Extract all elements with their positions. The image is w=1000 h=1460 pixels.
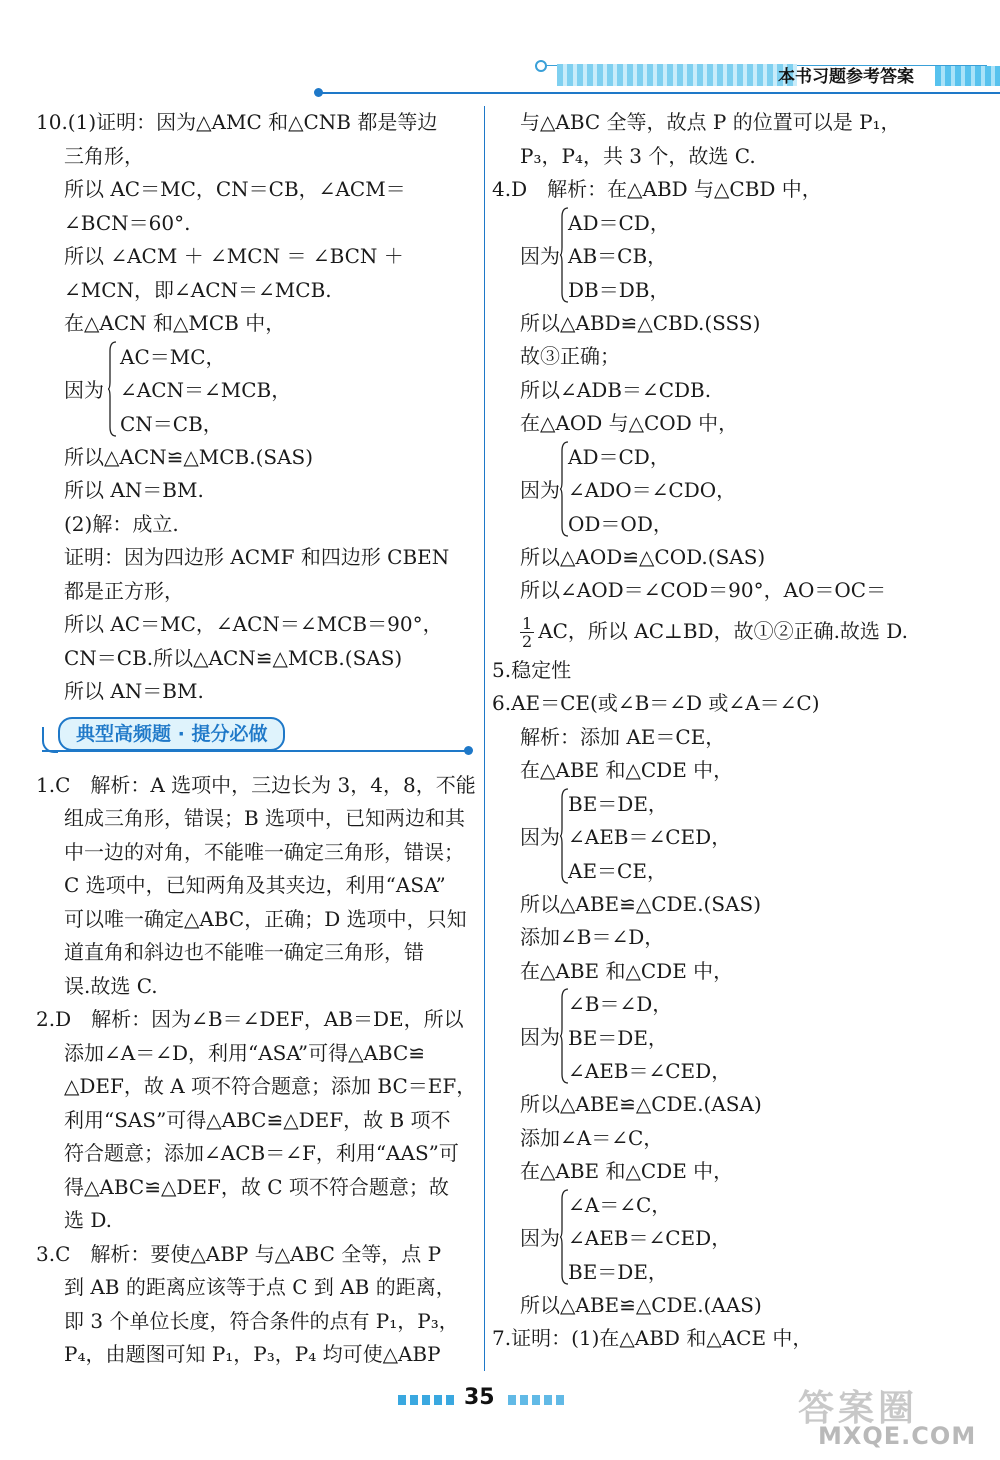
brace-item: AE＝CE， [568, 858, 667, 883]
q3-line: 到 AB 的距离应该等于点 C 到 AB 的距离， [64, 1275, 456, 1299]
q10-line: 所以 AN＝BM. [64, 679, 204, 703]
q4-line: 故③正确； [520, 344, 620, 368]
q10-line: 证明：因为四边形 ACMF 和四边形 CBEN [64, 545, 450, 569]
brace-item: ∠AEB＝∠CED， [568, 1226, 732, 1250]
q6-line: 添加∠B＝∠D， [520, 925, 665, 949]
column-divider [484, 106, 485, 1371]
right-column [492, 106, 977, 1356]
left-brace-icon [560, 788, 568, 884]
q1-line: 道直角和斜边也不能唯一确定三角形，错 [64, 940, 424, 964]
q4-line: 所以∠AOD＝∠COD＝90°，AO＝OC＝ [520, 578, 887, 602]
left-brace-icon [560, 988, 568, 1084]
q7-line: 7.证明：(1)在△ABD 和△ACE 中， [492, 1326, 813, 1350]
header-title: 本书习题参考答案 [778, 67, 914, 87]
section-title: 典型高频题 · 提分必做 [58, 717, 285, 751]
q4-line: 所以∠ADB＝∠CDB. [520, 377, 712, 402]
brace-item: CN＝CB， [120, 411, 223, 436]
q4-fraction-line [492, 608, 977, 654]
q10-line: (2)解：成立. [64, 511, 179, 536]
q3-continued-line: P₃，P₄，共 3 个，故选 C. [520, 143, 756, 168]
q3-line: 即 3 个单位长度，符合条件的点有 P₁，P₃， [64, 1308, 459, 1333]
q2-line: △DEF，故 A 项不符合题意；添加 BC＝EF， [64, 1074, 477, 1098]
left-brace-icon [560, 441, 568, 537]
q10-line: 10.(1)证明：因为△AMC 和△CNB 都是等边 [36, 110, 438, 134]
brace-item: ∠AEB＝∠CED， [568, 825, 732, 849]
q4-fraction-tail: AC，所以 AC⊥BD，故①②正确.故选 D. [538, 618, 908, 643]
q4-line: 所以△ABD≌△CBD.(SSS) [520, 310, 761, 335]
q1-line: 可以唯一确定△ABC，正确；D 选项中，只知 [64, 906, 467, 931]
page-number-decoration [508, 1395, 568, 1405]
q10-line: 所以 AC＝MC，CN＝CB，∠ACM＝ [64, 177, 406, 201]
brace-prefix: 因为 [64, 377, 104, 402]
page-number: 35 [464, 1385, 495, 1410]
brace-prefix: 因为 [520, 1225, 560, 1250]
q6-brace-system [492, 1189, 977, 1289]
q1-line: 1.C 解析：A 选项中，三边长为 3，4，8，不能 [36, 772, 476, 797]
q10-line: 所以△ACN≌△MCB.(SAS) [64, 444, 314, 469]
q2-line: 2.D 解析：因为∠B＝∠DEF，AB＝DE，所以 [36, 1007, 464, 1031]
brace-item: DB＝DB， [568, 277, 670, 302]
q4-brace-system [492, 207, 977, 307]
q3-continued-line: 与△ABC 全等，故点 P 的位置可以是 P₁， [520, 110, 901, 134]
q3-line: 3.C 解析：要使△ABP 与△ABC 全等，点 P [36, 1241, 442, 1266]
header-stripe-right [935, 66, 1000, 86]
q6-line: 所以△ABE≌△CDE.(ASA) [520, 1092, 762, 1116]
q6-line: 所以△ABE≌△CDE.(AAS) [520, 1292, 762, 1317]
q2-line: 选 D. [64, 1208, 113, 1232]
header-rule [318, 92, 1000, 94]
brace-item: ∠ADO＝∠CDO， [568, 478, 737, 502]
watermark-logo: 答案圈 [798, 1388, 919, 1429]
header-decoration [535, 60, 1000, 88]
brace-item: BE＝DE， [568, 1025, 668, 1050]
q10-line: 在△ACN 和△MCB 中， [64, 311, 286, 335]
left-brace-icon [560, 207, 568, 303]
q2-line: 得△ABC≌△DEF，故 C 项不符合题意；故 [64, 1174, 449, 1199]
fraction: $\frac{1}{2}$ [522, 613, 533, 651]
brace-item: ∠ACN＝∠MCB， [120, 378, 292, 402]
q6-line: 在△ABE 和△CDE 中， [520, 758, 734, 782]
q2-line: 利用“SAS”可得△ABC≌△DEF，故 B 项不 [64, 1107, 451, 1132]
q6-line: 在△ABE 和△CDE 中， [520, 958, 734, 983]
q3-line: P₄，由题图可知 P₁，P₃，P₄ 均可使△ABP [64, 1342, 441, 1366]
q6-line: 6.AE＝CE(或∠B＝∠D 或∠A＝∠C) [492, 691, 820, 715]
q10-line: ∠BCN＝60°. [64, 210, 191, 235]
brace-prefix: 因为 [520, 824, 560, 849]
q10-line: ∠MCN，即∠ACN＝∠MCB. [64, 277, 332, 302]
q6-line: 添加∠A＝∠C， [520, 1125, 664, 1150]
brace-item: AB＝CB， [568, 244, 668, 268]
q10-line: 所以 AN＝BM. [64, 478, 204, 502]
q4-brace-system [492, 441, 977, 541]
left-brace-icon [108, 341, 116, 437]
left-brace-icon [560, 1189, 568, 1285]
q2-line: 符合题意；添加∠ACB＝∠F，利用“AAS”可 [64, 1141, 459, 1165]
q4-line: 在△AOD 与△COD 中， [520, 411, 739, 435]
brace-item: BE＝DE， [568, 1259, 668, 1284]
watermark-url: MXQE.COM [818, 1422, 977, 1450]
brace-item: AD＝CD， [568, 210, 670, 235]
q10-line: CN＝CB.所以△ACN≌△MCB.(SAS) [64, 645, 403, 670]
q6-line: 所以△ABE≌△CDE.(SAS) [520, 891, 762, 916]
brace-prefix: 因为 [520, 477, 560, 502]
brace-item: BE＝DE， [568, 791, 668, 816]
q6-brace-system [492, 988, 977, 1088]
brace-item: ∠A＝∠C， [568, 1192, 672, 1217]
q10-line: 所以 ∠ACM ＋ ∠MCN ＝ ∠BCN ＋ [64, 244, 404, 268]
q6-line: 在△ABE 和△CDE 中， [520, 1159, 734, 1183]
brace-item: OD＝OD， [568, 511, 673, 536]
page-number-decoration [398, 1395, 456, 1405]
q4-line: 4.D 解析：在△ABD 与△CBD 中， [492, 177, 822, 201]
watermark [788, 1378, 993, 1456]
q1-line: 组成三角形，错误；B 选项中，已知两边和其 [64, 806, 466, 830]
q10-line: 都是正方形， [64, 578, 184, 603]
brace-prefix: 因为 [520, 1025, 560, 1049]
q1-line: 中一边的对角，不能唯一确定三角形，错误； [64, 839, 464, 864]
brace-item: ∠B＝∠D， [568, 992, 673, 1016]
q10-line: 三角形， [64, 143, 144, 168]
q1-line: C 选项中，已知两角及其夹边，利用“ASA” [64, 873, 446, 897]
q6-line: 解析：添加 AE＝CE， [520, 724, 726, 749]
q10-brace-system [36, 341, 476, 441]
q10-line: 所以 AC＝MC，∠ACN＝∠MCB＝90°， [64, 612, 443, 636]
q4-line: 所以△AOD≌△COD.(SAS) [520, 544, 766, 569]
left-column [36, 106, 476, 1372]
q6-brace-system [492, 788, 977, 888]
q2-line: 添加∠A＝∠D，利用“ASA”可得△ABC≌ [64, 1040, 426, 1065]
q1-line: 误.故选 C. [64, 973, 158, 998]
brace-item: ∠AEB＝∠CED， [568, 1059, 732, 1083]
brace-item: AD＝CD， [568, 444, 670, 469]
q5-line: 5.稳定性 [492, 657, 572, 682]
brace-prefix: 因为 [520, 243, 560, 268]
brace-item: AC＝MC， [120, 344, 226, 369]
section-banner [36, 717, 476, 757]
